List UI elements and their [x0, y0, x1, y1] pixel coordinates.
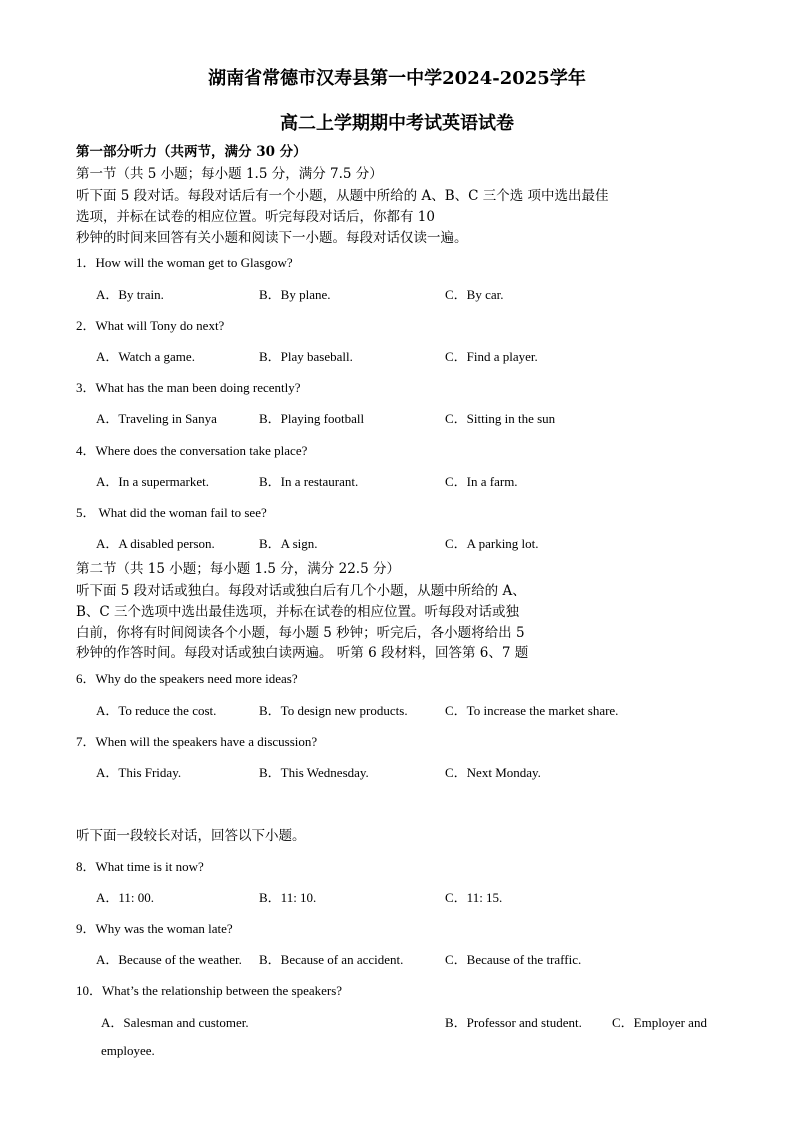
- option-c: C．Find a player.: [445, 349, 538, 364]
- option-b: B．This Wednesday.: [259, 765, 369, 780]
- option-c: C．In a farm.: [445, 474, 518, 489]
- option-c: C．A parking lot.: [445, 536, 539, 551]
- section1-instruction-line: 听下面 5 段对话。每段对话后有一个小题，从题中所给的 A、B、C 三个选 项中选出最佳: [76, 188, 609, 204]
- option-a: A．In a supermarket.: [96, 474, 209, 489]
- option-b: B．A sign.: [259, 536, 318, 551]
- option-a: A．Traveling in Sanya: [96, 411, 217, 426]
- part1-heading: 第一部分听力（共两节，满分 30 分）: [76, 144, 307, 160]
- option-a: A．Because of the weather.: [96, 952, 242, 967]
- question-stem: 1．How will the woman get to Glasgow?: [76, 255, 293, 270]
- option-c: C．To increase the market share.: [445, 703, 619, 718]
- question-stem: 7．When will the speakers have a discussion?: [76, 734, 318, 749]
- question-stem: 6．Why do the speakers need more ideas?: [76, 671, 298, 686]
- option-a: A．A disabled person.: [96, 536, 215, 551]
- option-b: B．Professor and student.: [445, 1015, 582, 1030]
- section2-heading: 第二节（共 15 小题；每小题 1.5 分，满分 22.5 分）: [76, 561, 400, 577]
- section1-instruction-line: 秒钟的时间来回答有关小题和阅读下一小题。每段对话仅读一遍。: [76, 230, 468, 246]
- option-a: A．By train.: [96, 287, 164, 302]
- question-stem: 10．What’s the relationship between the speakers?: [76, 983, 343, 998]
- option-b: B．Because of an accident.: [259, 952, 404, 967]
- option-b: B．Playing football: [259, 411, 365, 426]
- title-line-2: 高二上学期期中考试英语试卷: [280, 113, 514, 134]
- question-stem: 2．What will Tony do next?: [76, 318, 225, 333]
- section1-heading: 第一节（共 5 小题；每小题 1.5 分，满分 7.5 分）: [76, 166, 383, 182]
- option-a: A．Watch a game.: [96, 349, 195, 364]
- option-b: B．By plane.: [259, 287, 331, 302]
- option-a: A．11: 00.: [96, 890, 155, 905]
- question-stem: 3．What has the man been doing recently?: [76, 380, 301, 395]
- option-b: B．To design new products.: [259, 703, 408, 718]
- question-stem: 8．What time is it now?: [76, 859, 204, 874]
- option-c: C．Because of the traffic.: [445, 952, 582, 967]
- option-c: C．11: 15.: [445, 890, 503, 905]
- option-a: A．To reduce the cost.: [96, 703, 217, 718]
- section1-instruction-line: 选项，并标在试卷的相应位置。听完每段对话后，你都有 10: [76, 209, 435, 225]
- section2-instruction-line: 秒钟的作答时间。每段对话或独白读两遍。 听第 6 段材料，回答第 6、7 题: [76, 645, 529, 661]
- option-a: A．This Friday.: [96, 765, 182, 780]
- question-stem: 4．Where does the conversation take place?: [76, 443, 308, 458]
- section2-instruction-line: B、C 三个选项中选出最佳选项，并标在试卷的相应位置。听每段对话或独: [76, 604, 520, 620]
- option-a: A．Salesman and customer.: [101, 1015, 249, 1030]
- question-stem: 5． What did the woman fail to see?: [76, 505, 267, 520]
- question-stem: 9．Why was the woman late?: [76, 921, 233, 936]
- option-b: B．11: 10.: [259, 890, 317, 905]
- option-c-continued: employee.: [101, 1043, 155, 1058]
- long-dialog-note: 听下面一段较长对话，回答以下小题。: [76, 828, 306, 844]
- option-c: C．Next Monday.: [445, 765, 541, 780]
- title-line-1: 湖南省常德市汉寿县第一中学2024-2025学年: [208, 68, 586, 89]
- section2-instruction-line: 听下面 5 段对话或独白。每段对话或独白后有几个小题，从题中所给的 A、: [76, 583, 526, 599]
- option-b: B．In a restaurant.: [259, 474, 359, 489]
- option-c: C．By car.: [445, 287, 504, 302]
- section2-instruction-line: 白前，你将有时间阅读各个小题，每小题 5 秒钟；听完后，各小题将给出 5: [76, 625, 525, 641]
- option-c: C．Employer and: [612, 1015, 707, 1030]
- option-b: B．Play baseball.: [259, 349, 353, 364]
- option-c: C．Sitting in the sun: [445, 411, 556, 426]
